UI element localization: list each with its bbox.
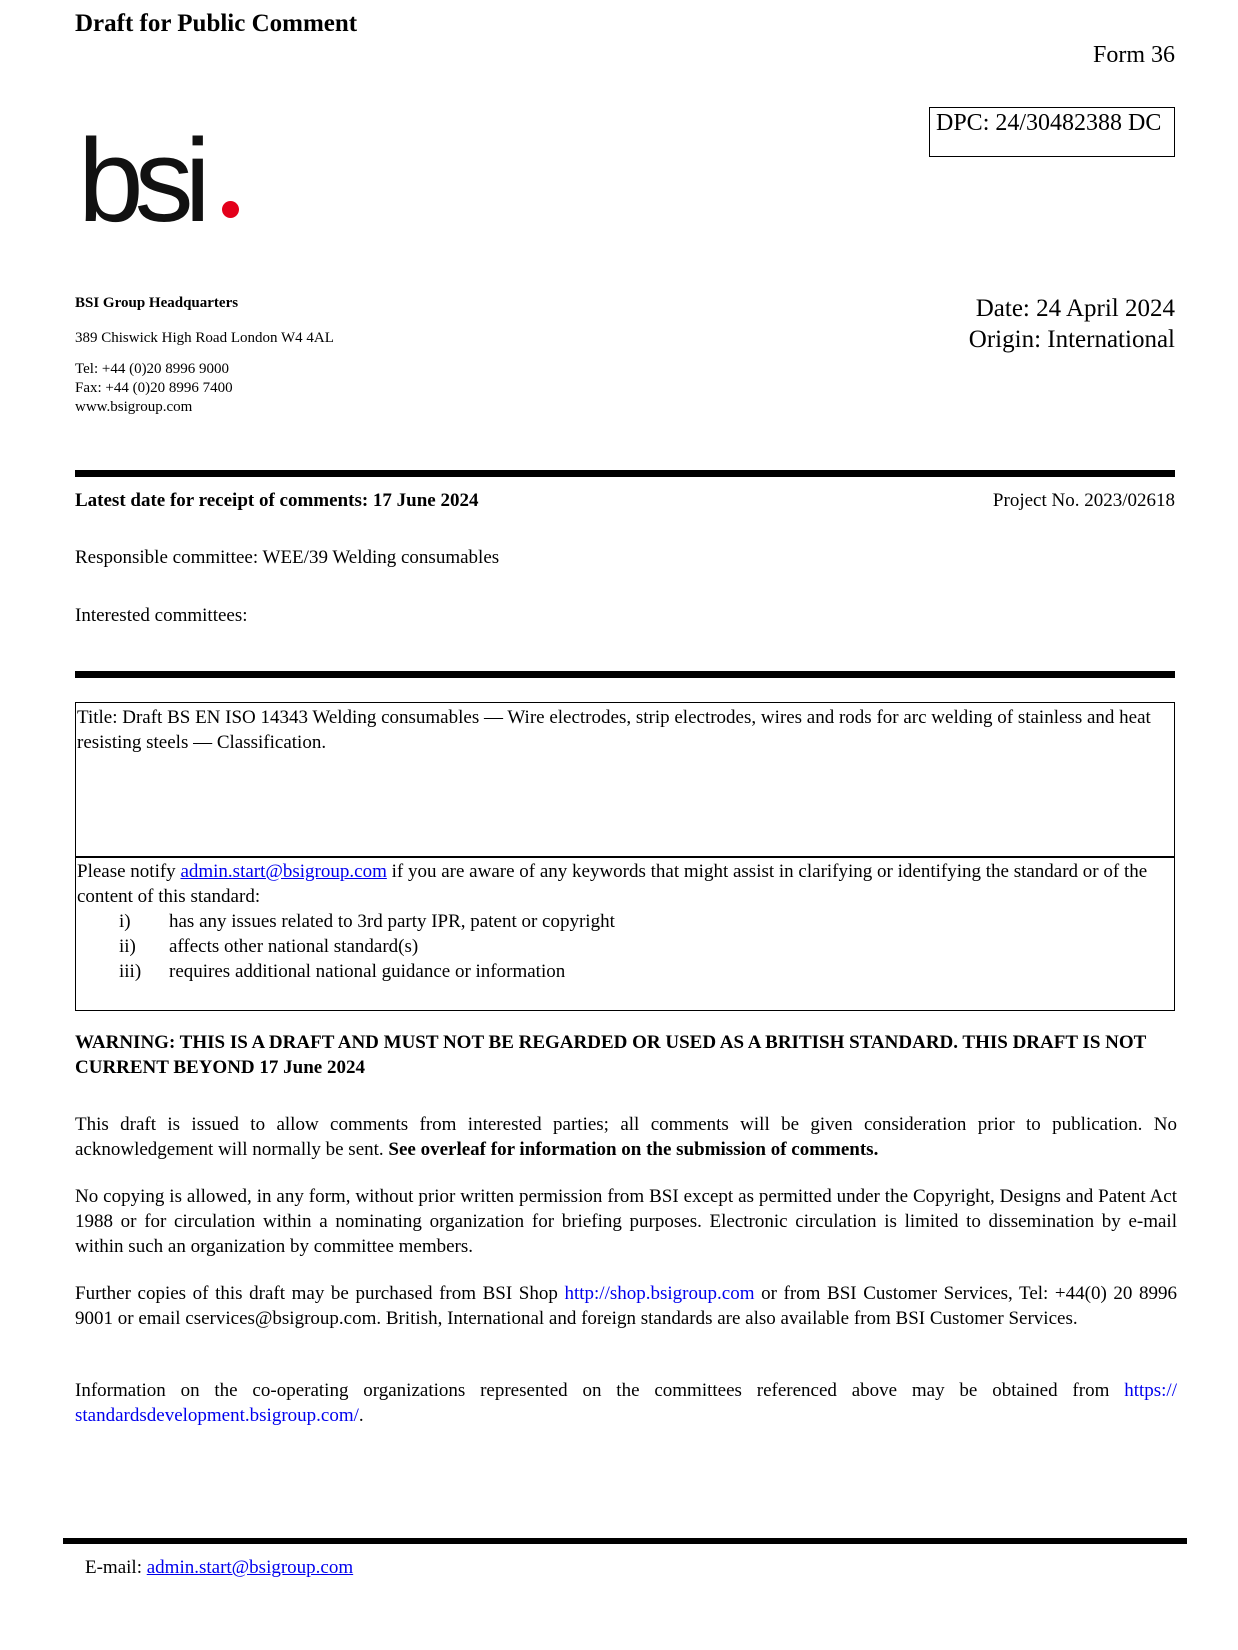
origin: Origin: International [968, 326, 1175, 353]
list-item-number: i) [119, 911, 131, 932]
draft-label: Draft for Public Comment [75, 10, 358, 37]
date-origin-block [969, 293, 1175, 355]
hq-fax: Fax: +44 (0)20 8996 7400 [75, 380, 233, 396]
paragraph-copies: Further copies of this draft may be purchased from BSI Shop http://shop.bsigroup.com or from BSI Customer Services, Tel: +44(0) 20 8996 9001 or email cservices@bsigroup.com. British, International and foreign standards are also available from BSI Customer Services. [75, 1283, 1178, 1329]
bsi-logo [78, 115, 242, 247]
hq-name: BSI Group Headquarters [75, 295, 239, 311]
list-item-text: affects other national standard(s) [169, 936, 419, 957]
footer-email-link[interactable]: admin.start@bsigroup.com [146, 1557, 354, 1578]
paragraph-copying: No copying is allowed, in any form, without prior written permission from BSI except as permitted under the Copyright, Designs and Patent Act 1988 or for circulation within a nominating organization for briefing purposes. Electronic circulation is limited to dissemination by e-mail within such an organization by committee members. [75, 1186, 1177, 1257]
hq-address-block [75, 294, 334, 417]
draft-warning: WARNING: THIS IS A DRAFT AND MUST NOT BE REGARDED OR USED AS A BRITISH STANDARD. THIS DRAFT IS NOT CURRENT BEYOND 17 June 2024 [75, 1032, 1146, 1078]
hq-tel: Tel: +44 (0)20 8996 9000 [75, 361, 230, 377]
bsi-wordmark: bsi [78, 115, 202, 247]
list-item [77, 959, 1174, 984]
paragraph-organizations: Information on the co-operating organizations represented on the committees referenced above may be obtained from https:// standardsdevelopment.bsigroup.com/. [75, 1380, 1177, 1426]
footer-email-label: E-mail: [85, 1557, 147, 1578]
notify-box [75, 856, 1175, 1011]
responsible-committee: Responsible committee: WEE/39 Welding consumables [75, 547, 500, 568]
list-item-number: iii) [119, 961, 142, 982]
issue-date: Date: 24 April 2024 [975, 295, 1175, 322]
list-item-text: has any issues related to 3rd party IPR, patent or copyright [169, 911, 615, 932]
list-item-number: ii) [119, 936, 136, 957]
standards-development-link[interactable]: https:// standardsdevelopment.bsigroup.com/ [75, 1380, 1177, 1426]
footer-email [85, 1557, 353, 1579]
list-item [77, 934, 1174, 959]
divider-middle [75, 671, 1175, 678]
latest-comment-date: Latest date for receipt of comments: 17 June 2024 [75, 490, 479, 511]
shop-link[interactable]: http://shop.bsigroup.com [564, 1283, 755, 1304]
notify-text: Please notify admin.start@bsigroup.com if you are aware of any keywords that might assist in clarifying or identifying the standard or of the content of this standard: [77, 861, 1148, 907]
divider-footer [63, 1538, 1187, 1544]
hq-address: 389 Chiswick High Road London W4 4AL [75, 330, 334, 346]
interested-committees: Interested committees: [75, 605, 248, 626]
bsi-logo-dot [222, 201, 239, 218]
paragraph-comments: This draft is issued to allow comments from interested parties; all comments will be given consideration prior to publication. No acknowledgement will normally be sent. See overleaf for information on the submission of comments. [75, 1114, 1177, 1160]
divider-top [75, 470, 1175, 477]
hq-web: www.bsigroup.com [75, 399, 193, 415]
list-item [77, 909, 1174, 934]
standard-title: Title: Draft BS EN ISO 14343 Welding consumables — Wire electrodes, strip electrodes, wires and rods for arc welding of stainless and heat resisting steels — Classification. [77, 707, 1151, 753]
notify-list [77, 909, 1174, 984]
form-number: Form 36 [1092, 42, 1175, 68]
dpc-reference: DPC: 24/30482388 DC [936, 110, 1162, 136]
title-box [75, 702, 1175, 858]
list-item-text: requires additional national guidance or information [169, 961, 566, 982]
overleaf-note: See overleaf for information on the submission of comments. [388, 1139, 879, 1160]
project-number: Project No. 2023/02618 [992, 490, 1175, 511]
notify-email-link[interactable]: admin.start@bsigroup.com [180, 861, 387, 882]
dpc-reference-box [929, 107, 1175, 157]
